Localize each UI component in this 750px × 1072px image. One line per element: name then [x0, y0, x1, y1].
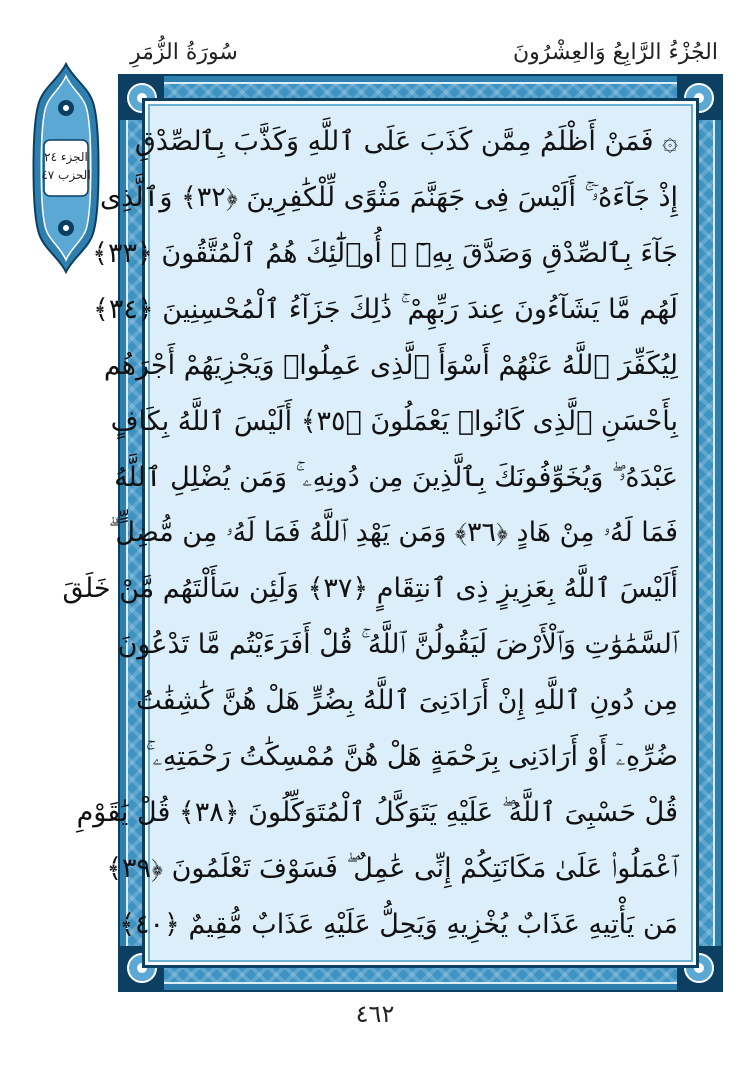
text-line: بِأَحْسَنِ ٱلَّذِى كَانُوا۟ يَعْمَلُونَ ﴿٣٥﴾ أَلَيْسَ ٱللَّهُ بِكَافٍ	[110, 405, 678, 437]
text-line: إِذْ جَآءَهُۥٓ ۚ أَلَيْسَ فِى جَهَنَّمَ مَثْوًى لِّلْكَٰفِرِينَ ﴿٣٢﴾ وَٱلَّذِى	[100, 181, 678, 213]
surah-title: سُورَةُ الزُّمَرِ	[130, 40, 238, 65]
text-line: قُلْ حَسْبِىَ ٱللَّهُ ۖ عَلَيْهِ يَتَوَكَّلُ ٱلْمُتَوَكِّلُونَ ﴿٣٨﴾ قُلْ يَٰقَوْمِ	[76, 797, 678, 829]
text-line: ٱلسَّمَٰوَٰتِ وَٱلْأَرْضَ لَيَقُولُنَّ ٱللَّهُ ۚ قُلْ أَفَرَءَيْتُم مَّا تَدْعُونَ	[117, 629, 678, 661]
text-line: مِن دُونِ ٱللَّهِ إِنْ أَرَادَنِىَ ٱللَّهُ بِضُرٍّ هَلْ هُنَّ كَٰشِفَٰتُ	[136, 685, 678, 717]
text-line: ٱعْمَلُوا۟ عَلَىٰ مَكَانَتِكُمْ إِنِّى عَٰمِلٌ ۖ فَسَوْفَ تَعْلَمُونَ ﴿٣٩﴾	[106, 852, 678, 884]
text-line: لِيُكَفِّرَ ٱللَّهُ عَنْهُمْ أَسْوَأَ ٱلَّذِى عَمِلُوا۟ وَيَجْزِيَهُمْ أَجْرَهُم	[103, 349, 678, 381]
text-line: عَبْدَهُۥ ۖ وَيُخَوِّفُونَكَ بِٱلَّذِينَ مِن دُونِهِۦ ۚ وَمَن يُضْلِلِ ٱللَّهُ	[114, 461, 678, 493]
text-line: لَهُم مَّا يَشَآءُونَ عِندَ رَبِّهِمْ ۚ ذَٰلِكَ جَزَآءُ ٱلْمُحْسِنِينَ ﴿٣٤﴾	[92, 293, 678, 325]
juz-title: الجُزْءُ الرَّابِعُ وَالعِشْرُونَ	[513, 40, 718, 65]
hizb-label: الحزب ٤٧	[41, 168, 91, 182]
text-line: مَن يَأْتِيهِ عَذَابٌ يُخْزِيهِ وَيَحِلُّ عَلَيْهِ عَذَابٌ مُّقِيمٌ ﴿٤٠﴾	[119, 908, 678, 940]
text-line: فَمَا لَهُۥ مِنْ هَادٍ ﴿٣٦﴾ وَمَن يَهْدِ ٱللَّهُ فَمَا لَهُۥ مِن مُّضِلٍّ ۗ	[108, 517, 678, 549]
juz-label: الجزء ٢٤	[44, 150, 88, 164]
text-line: ضُرِّهِۦٓ أَوْ أَرَادَنِى بِرَحْمَةٍ هَلْ هُنَّ مُمْسِكَٰتُ رَحْمَتِهِۦ ۚ	[145, 741, 678, 773]
text-line: جَآءَ بِٱلصِّدْقِ وَصَدَّقَ بِهِۦٓ ۙ أُو۟لَٰٓئِكَ هُمُ ٱلْمُتَّقُونَ ﴿٣٣﴾	[92, 237, 678, 269]
text-line: ۞ فَمَنْ أَظْلَمُ مِمَّن كَذَبَ عَلَى ٱللَّهِ وَكَذَّبَ بِٱلصِّدْقِ	[134, 126, 678, 157]
page-number: ٤٦٢	[355, 1000, 395, 1028]
text-line: أَلَيْسَ ٱللَّهُ بِعَزِيزٍ ذِى ٱنتِقَامٍ ﴿٣٧﴾ وَلَئِن سَأَلْتَهُم مَّنْ خَلَقَ	[62, 573, 678, 605]
